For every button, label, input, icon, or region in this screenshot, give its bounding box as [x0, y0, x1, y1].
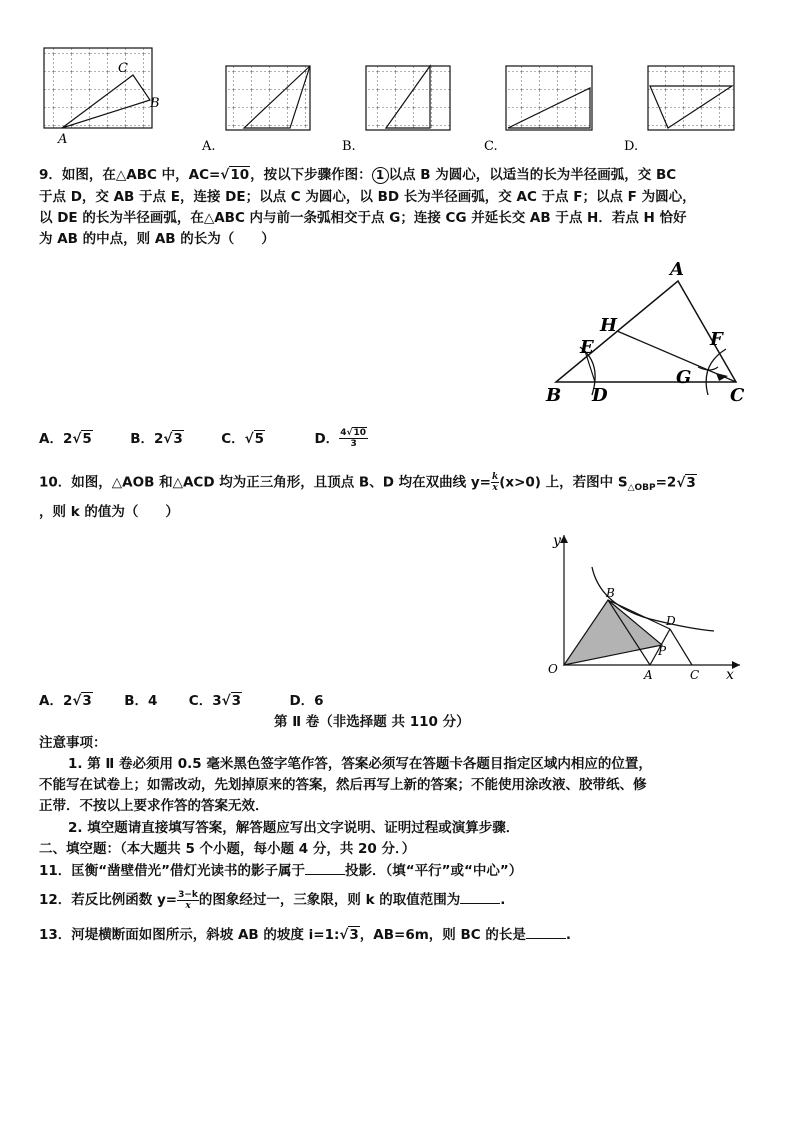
q9-option-c: C．√5: [221, 430, 265, 447]
q9-label-h: H: [600, 315, 618, 336]
q11-text: 11．匡衡“凿壁借光”借灯光读书的影子属于: [39, 863, 306, 879]
step-one-badge: 1: [372, 167, 389, 184]
option-a-label: A.: [202, 139, 216, 154]
note1-line2: 不能写在试卷上；如需改动，先划掉原来的答案，然后再写上新的答案；不能使用涂改液、胶带纸、修: [39, 777, 647, 793]
q9-label-b: B: [546, 385, 562, 405]
reference-grid-figure: [44, 48, 160, 147]
top-grid-figures: [0, 0, 794, 165]
q10-label-o: O: [548, 662, 558, 676]
q10-line2: ，则 k 的值为（ ）: [39, 504, 179, 520]
q12-end: .: [500, 892, 506, 908]
q11-text-after: 投影．（填“平行”或“中心”）: [345, 863, 523, 879]
q9-label-c: C: [730, 385, 745, 405]
q10-sub: △OBP: [627, 483, 656, 494]
q10-coordinate-figure: [540, 525, 750, 685]
q12-fraction: $\frac{3-k}{x}$: [178, 889, 198, 911]
q9-option-a: A．2√5: [39, 430, 92, 447]
q10-cond: (x>0) 上，若图中 S: [499, 474, 628, 491]
q9-sqrt-ac: √10: [220, 167, 250, 183]
note1-line1: 1. 第 Ⅱ 卷必须用 0.5 毫米黑色签字笔作答，答案必须写在答题卡各题目指定区域内相应的位置，: [68, 756, 652, 772]
q9-prefix: 9．如图，在△ABC 中，AC=: [39, 167, 221, 183]
q12-text-after: 的图象经过一，三象限，则 k 的取值范围为: [198, 892, 461, 908]
ref-label-b: B: [150, 96, 160, 111]
q10-fraction: $\frac{k}{x}$: [491, 472, 499, 493]
q10-label-d: D: [666, 614, 676, 628]
q10-label-a: A: [644, 668, 653, 682]
note1-line3: 正带．不按以上要求作答的答案无效．: [39, 798, 269, 814]
option-d-grid-figure: [648, 66, 734, 130]
q10-label-x: x: [726, 667, 734, 683]
part2-title: 第 Ⅱ 卷（非选择题 共 110 分）: [274, 714, 470, 730]
q9-line2: 于点 D，交 AB 于点 E，连接 DE；以点 C 为圆心，以 BD 长为半径画弧，交 AC 于点 F；以点 F 为圆心，: [39, 189, 696, 205]
q9-label-g: G: [676, 367, 692, 388]
q11-answer-blank[interactable]: [305, 860, 345, 875]
option-a-grid-figure: [226, 66, 310, 130]
note2: 2. 填空题请直接填写答案，解答题应写出文字说明、证明过程或演算步骤．: [68, 820, 520, 836]
q10-option-c: C．3√3: [188, 693, 242, 709]
ref-label-a: A: [58, 132, 68, 147]
q9-line1: [39, 165, 676, 186]
q10-label-y: y: [553, 533, 561, 549]
q10-label-p: P: [658, 644, 667, 658]
q9-options: [39, 428, 368, 450]
q13-end: .: [565, 927, 572, 943]
q10-option-d: D．6: [289, 693, 324, 709]
q12-text: 12．若反比例函数 y=: [39, 892, 178, 908]
q13-sqrt: √3: [339, 927, 359, 943]
q9-option-b: B．2√3: [130, 430, 183, 447]
option-b-label: B.: [342, 139, 356, 154]
q10-label-c: C: [690, 668, 700, 682]
q9-mid: ，按以下步骤作图：: [250, 167, 372, 183]
q13: [39, 924, 571, 946]
q10-option-b: B．4: [124, 693, 158, 709]
notes-title: 注意事项：: [39, 735, 107, 751]
option-b-grid-figure: [366, 66, 450, 130]
q10-sqrt: √3: [676, 474, 696, 491]
q10-prefix: 10．如图，△AOB 和△ACD 均为正三角形，且顶点 B、D 均在双曲线 y=: [39, 474, 491, 491]
q9-label-d: D: [592, 385, 608, 405]
q10-label-b: B: [606, 586, 615, 600]
q9-option-d: D． $\frac{4√10}{3}$: [314, 428, 366, 449]
q10-option-a: A．2√3: [39, 693, 92, 709]
option-c-grid-figure: [506, 66, 592, 130]
q12-answer-blank[interactable]: [460, 889, 500, 904]
option-c-label: C.: [484, 139, 498, 154]
q13-text-after: ，AB=6m，则 BC 的长是: [359, 927, 526, 943]
q9-line1-rest: 以点 B 为圆心，以适当的长为半径画弧，交 BC: [388, 167, 677, 183]
q10-options: [39, 691, 324, 712]
option-d-label: D.: [624, 139, 639, 154]
q12: [39, 889, 505, 911]
q13-text: 13．河堤横断面如图所示，斜坡 AB 的坡度 i=1:: [39, 927, 340, 943]
q9-label-e: E: [580, 337, 594, 358]
q9-line4: 为 AB 的中点，则 AB 的长为（ ）: [39, 231, 275, 247]
q13-answer-blank[interactable]: [526, 924, 566, 939]
q9-label-f: F: [710, 329, 723, 350]
q9-line3: 以 DE 的长为半径画弧，在△ABC 内与前一条弧相交于点 G；连接 CG 并延长交 AB 于点 H．若点 H 恰好: [39, 210, 687, 226]
q9-label-a: A: [670, 259, 684, 280]
q11: [39, 860, 522, 882]
ref-label-c: C: [118, 61, 128, 76]
q9-triangle-figure: [530, 255, 760, 405]
q10-eq: =2: [655, 474, 677, 491]
q10-line1: [39, 472, 697, 499]
section-fill-in: 二、填空题：（本大题共 5 个小题，每小题 4 分，共 20 分．）: [39, 841, 416, 857]
